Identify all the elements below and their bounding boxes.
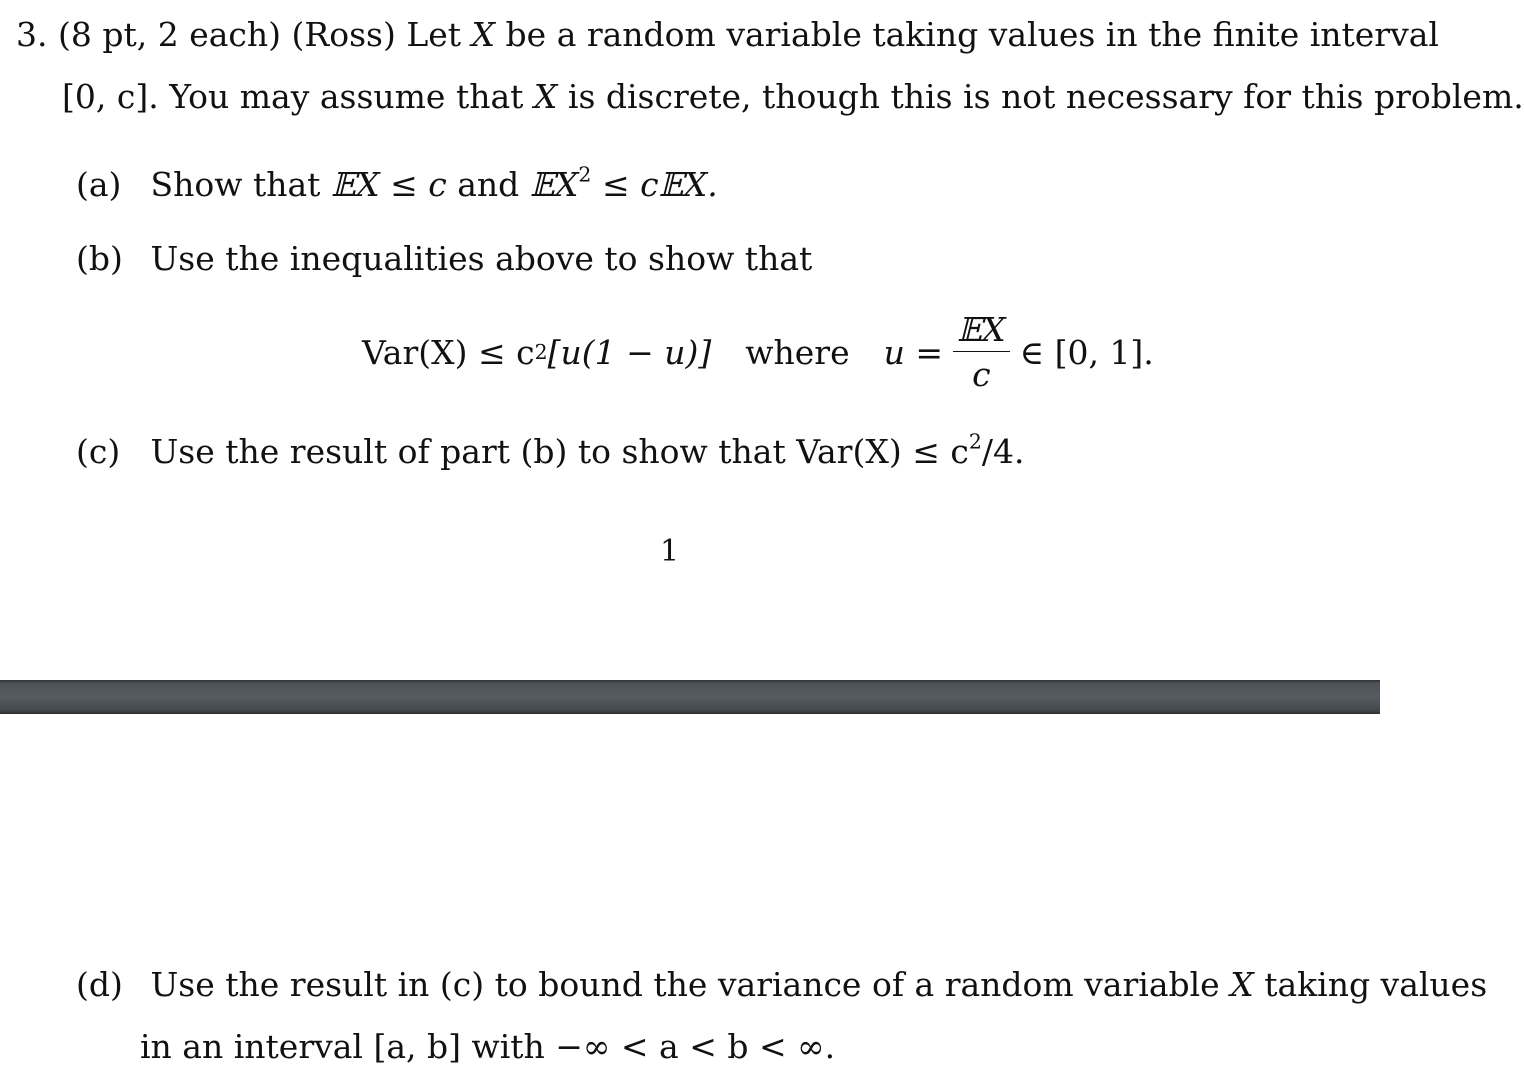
fraction-numerator: 𝔼X	[953, 313, 1010, 352]
part-d-text-2: taking values	[1264, 965, 1488, 1004]
fraction-denominator: c	[972, 354, 991, 394]
membership-interval: ∈ [0, 1].	[1019, 332, 1154, 372]
part-d	[76, 965, 1488, 1004]
page-number: 1	[660, 534, 680, 569]
part-a-text: Show that	[150, 165, 321, 204]
expectation-x: 𝔼X	[330, 165, 380, 204]
part-c-label: (c)	[76, 432, 121, 471]
expectation-x-squared: 𝔼X	[529, 165, 579, 204]
part-a-label: (a)	[76, 165, 122, 204]
part-d-second-line	[140, 1027, 836, 1066]
superscript-2: 2	[968, 429, 982, 454]
variance-inequality-display: Var(X) ≤ c 2 [u(1 − u)] where u = $\frac{\text{𝔼X}}{c}$ ∈ [0, 1].	[362, 310, 1154, 394]
page-divider	[0, 680, 1380, 714]
bracket-term: [u(1 − u)]	[547, 332, 712, 372]
problem-header-text: (8 pt, 2 each) (Ross) Let	[58, 15, 462, 54]
part-d-text-1: Use the result in (c) to bound the variance of a random variable	[150, 965, 1220, 1004]
part-b-label: (b)	[76, 239, 123, 278]
problem-second-line	[62, 77, 1524, 116]
variable-x: X	[1230, 965, 1254, 1004]
part-a	[76, 162, 718, 204]
part-d-label: (d)	[76, 965, 123, 1004]
where-word: where	[745, 332, 850, 372]
part-b-text: Use the inequalities above to show that	[150, 239, 813, 278]
part-c-tail: /4.	[981, 432, 1025, 471]
problem-header-line	[16, 15, 1439, 54]
interval: [0, c].	[62, 77, 159, 116]
part-c	[76, 429, 1025, 471]
part-c-text: Use the result of part (b) to show that Var(X) ≤ c	[150, 432, 969, 471]
variable-x: X	[471, 15, 496, 54]
u-equals: u =	[883, 332, 944, 372]
le-c: ≤ c	[390, 165, 447, 204]
part-b	[76, 239, 813, 278]
superscript-2: 2	[578, 162, 592, 187]
part-d-line2: in an interval [a, b] with −∞ < a < b < ∞.	[140, 1027, 836, 1066]
fraction-ex-over-c	[953, 310, 1010, 394]
var-lhs: Var(X) ≤ c	[362, 332, 535, 372]
problem-line2-a: You may assume that	[169, 77, 524, 116]
and-word: and	[457, 165, 520, 204]
le-c-ex: ≤ c𝔼X.	[601, 165, 718, 204]
problem-header-tail: be a random variable taking values in the finite interval	[505, 15, 1439, 54]
problem-line2-b: is discrete, though this is not necessary for this problem.	[567, 77, 1524, 116]
variable-x: X	[533, 77, 558, 116]
problem-number: 3.	[16, 15, 48, 54]
